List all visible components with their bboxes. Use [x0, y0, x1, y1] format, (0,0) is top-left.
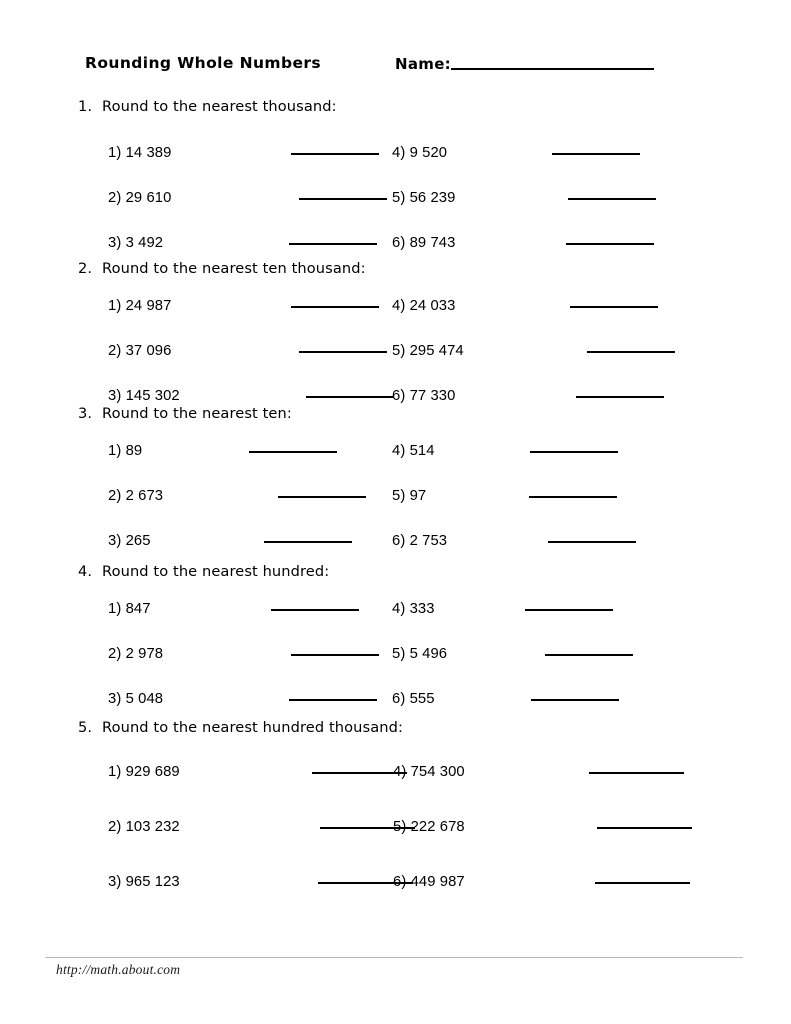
page-title: Rounding Whole Numbers — [85, 54, 322, 72]
problem-item — [392, 443, 618, 459]
answer-blank[interactable] — [289, 699, 377, 701]
problem-label: 4) 333 — [392, 601, 435, 617]
problem-label: 3) 3 492 — [108, 235, 164, 251]
problem-label: 2) 29 610 — [108, 190, 172, 206]
problem-item — [392, 145, 640, 161]
answer-blank[interactable] — [249, 451, 337, 453]
problem-label: 4) 754 300 — [393, 764, 465, 780]
section-heading-text: Round to the nearest ten: — [102, 405, 292, 422]
problem-label: 1) 89 — [108, 443, 143, 459]
problem-label: 3) 145 302 — [108, 388, 180, 404]
answer-blank[interactable] — [299, 198, 387, 200]
problem-label: 1) 929 689 — [108, 764, 180, 780]
section-heading — [78, 719, 403, 736]
problem-label: 6) 555 — [392, 691, 435, 707]
problem-item — [392, 388, 664, 404]
section-number: 5. — [78, 719, 93, 736]
answer-blank[interactable] — [264, 541, 352, 543]
problem-label: 2) 103 232 — [108, 819, 180, 835]
answer-blank[interactable] — [291, 153, 379, 155]
answer-blank[interactable] — [589, 772, 684, 774]
problem-item — [108, 488, 366, 504]
problem-label: 6) 449 987 — [393, 874, 465, 890]
answer-blank[interactable] — [306, 396, 394, 398]
section-heading-text: Round to the nearest thousand: — [102, 98, 337, 115]
problem-label: 5) 295 474 — [392, 343, 464, 359]
answer-blank[interactable] — [299, 351, 387, 353]
problem-label: 3) 265 — [108, 533, 151, 549]
section-heading-text: Round to the nearest hundred thousand: — [102, 719, 403, 736]
problem-label: 5) 97 — [392, 488, 427, 504]
problem-label: 2) 37 096 — [108, 343, 172, 359]
problem-item — [393, 819, 692, 835]
answer-blank[interactable] — [587, 351, 675, 353]
problem-item — [108, 691, 377, 707]
problem-label: 4) 9 520 — [392, 145, 448, 161]
name-input-line[interactable] — [451, 68, 654, 70]
section-number: 3. — [78, 405, 93, 422]
section-heading — [78, 405, 292, 422]
problem-label: 1) 847 — [108, 601, 151, 617]
problem-item — [392, 235, 654, 251]
problem-item — [392, 298, 658, 314]
problem-item — [392, 190, 656, 206]
section-heading-text: Round to the nearest hundred: — [102, 563, 330, 580]
problem-item — [108, 819, 415, 835]
answer-blank[interactable] — [291, 306, 379, 308]
name-field-group — [395, 55, 654, 73]
section-heading-text: Round to the nearest ten thousand: — [102, 260, 366, 277]
problem-label: 3) 5 048 — [108, 691, 164, 707]
problem-item — [108, 388, 394, 404]
answer-blank[interactable] — [278, 496, 366, 498]
problem-item — [393, 764, 684, 780]
problem-item — [108, 343, 387, 359]
section-heading — [78, 98, 337, 115]
source-url: http://math.about.com — [56, 962, 181, 977]
problem-item — [108, 145, 379, 161]
problem-label: 5) 56 239 — [392, 190, 456, 206]
problem-item — [108, 764, 407, 780]
problem-item — [108, 533, 352, 549]
answer-blank[interactable] — [531, 699, 619, 701]
answer-blank[interactable] — [566, 243, 654, 245]
footer-divider — [45, 957, 743, 958]
problem-item — [108, 874, 413, 890]
problem-item — [393, 874, 690, 890]
problem-item — [392, 646, 633, 662]
section-heading — [78, 260, 366, 277]
problem-label: 1) 24 987 — [108, 298, 172, 314]
answer-blank[interactable] — [525, 609, 613, 611]
answer-blank[interactable] — [576, 396, 664, 398]
problem-label: 2) 2 673 — [108, 488, 164, 504]
problem-item — [108, 601, 359, 617]
answer-blank[interactable] — [271, 609, 359, 611]
problem-label: 2) 2 978 — [108, 646, 164, 662]
problem-label: 4) 24 033 — [392, 298, 456, 314]
answer-blank[interactable] — [597, 827, 692, 829]
problem-item — [392, 533, 636, 549]
problem-label: 6) 2 753 — [392, 533, 448, 549]
problem-label: 5) 5 496 — [392, 646, 448, 662]
problem-item — [108, 443, 337, 459]
problem-label: 1) 14 389 — [108, 145, 172, 161]
answer-blank[interactable] — [529, 496, 617, 498]
problem-item — [392, 691, 619, 707]
answer-blank[interactable] — [595, 882, 690, 884]
answer-blank[interactable] — [548, 541, 636, 543]
problem-label: 3) 965 123 — [108, 874, 180, 890]
answer-blank[interactable] — [552, 153, 640, 155]
problem-item — [392, 343, 675, 359]
name-label: Name: — [395, 55, 451, 73]
answer-blank[interactable] — [570, 306, 658, 308]
section-heading — [78, 563, 329, 580]
problem-item — [108, 235, 377, 251]
section-number: 2. — [78, 260, 93, 277]
problem-label: 5) 222 678 — [393, 819, 465, 835]
answer-blank[interactable] — [530, 451, 618, 453]
problem-label: 6) 77 330 — [392, 388, 456, 404]
worksheet-header — [0, 54, 791, 84]
problem-item — [108, 190, 387, 206]
problem-item — [392, 488, 617, 504]
answer-blank[interactable] — [545, 654, 633, 656]
problem-label: 6) 89 743 — [392, 235, 456, 251]
problem-item — [392, 601, 613, 617]
problem-item — [108, 298, 379, 314]
section-number: 4. — [78, 563, 93, 580]
section-number: 1. — [78, 98, 93, 115]
answer-blank[interactable] — [289, 243, 377, 245]
answer-blank[interactable] — [291, 654, 379, 656]
problem-label: 4) 514 — [392, 443, 435, 459]
problem-item — [108, 646, 379, 662]
answer-blank[interactable] — [568, 198, 656, 200]
